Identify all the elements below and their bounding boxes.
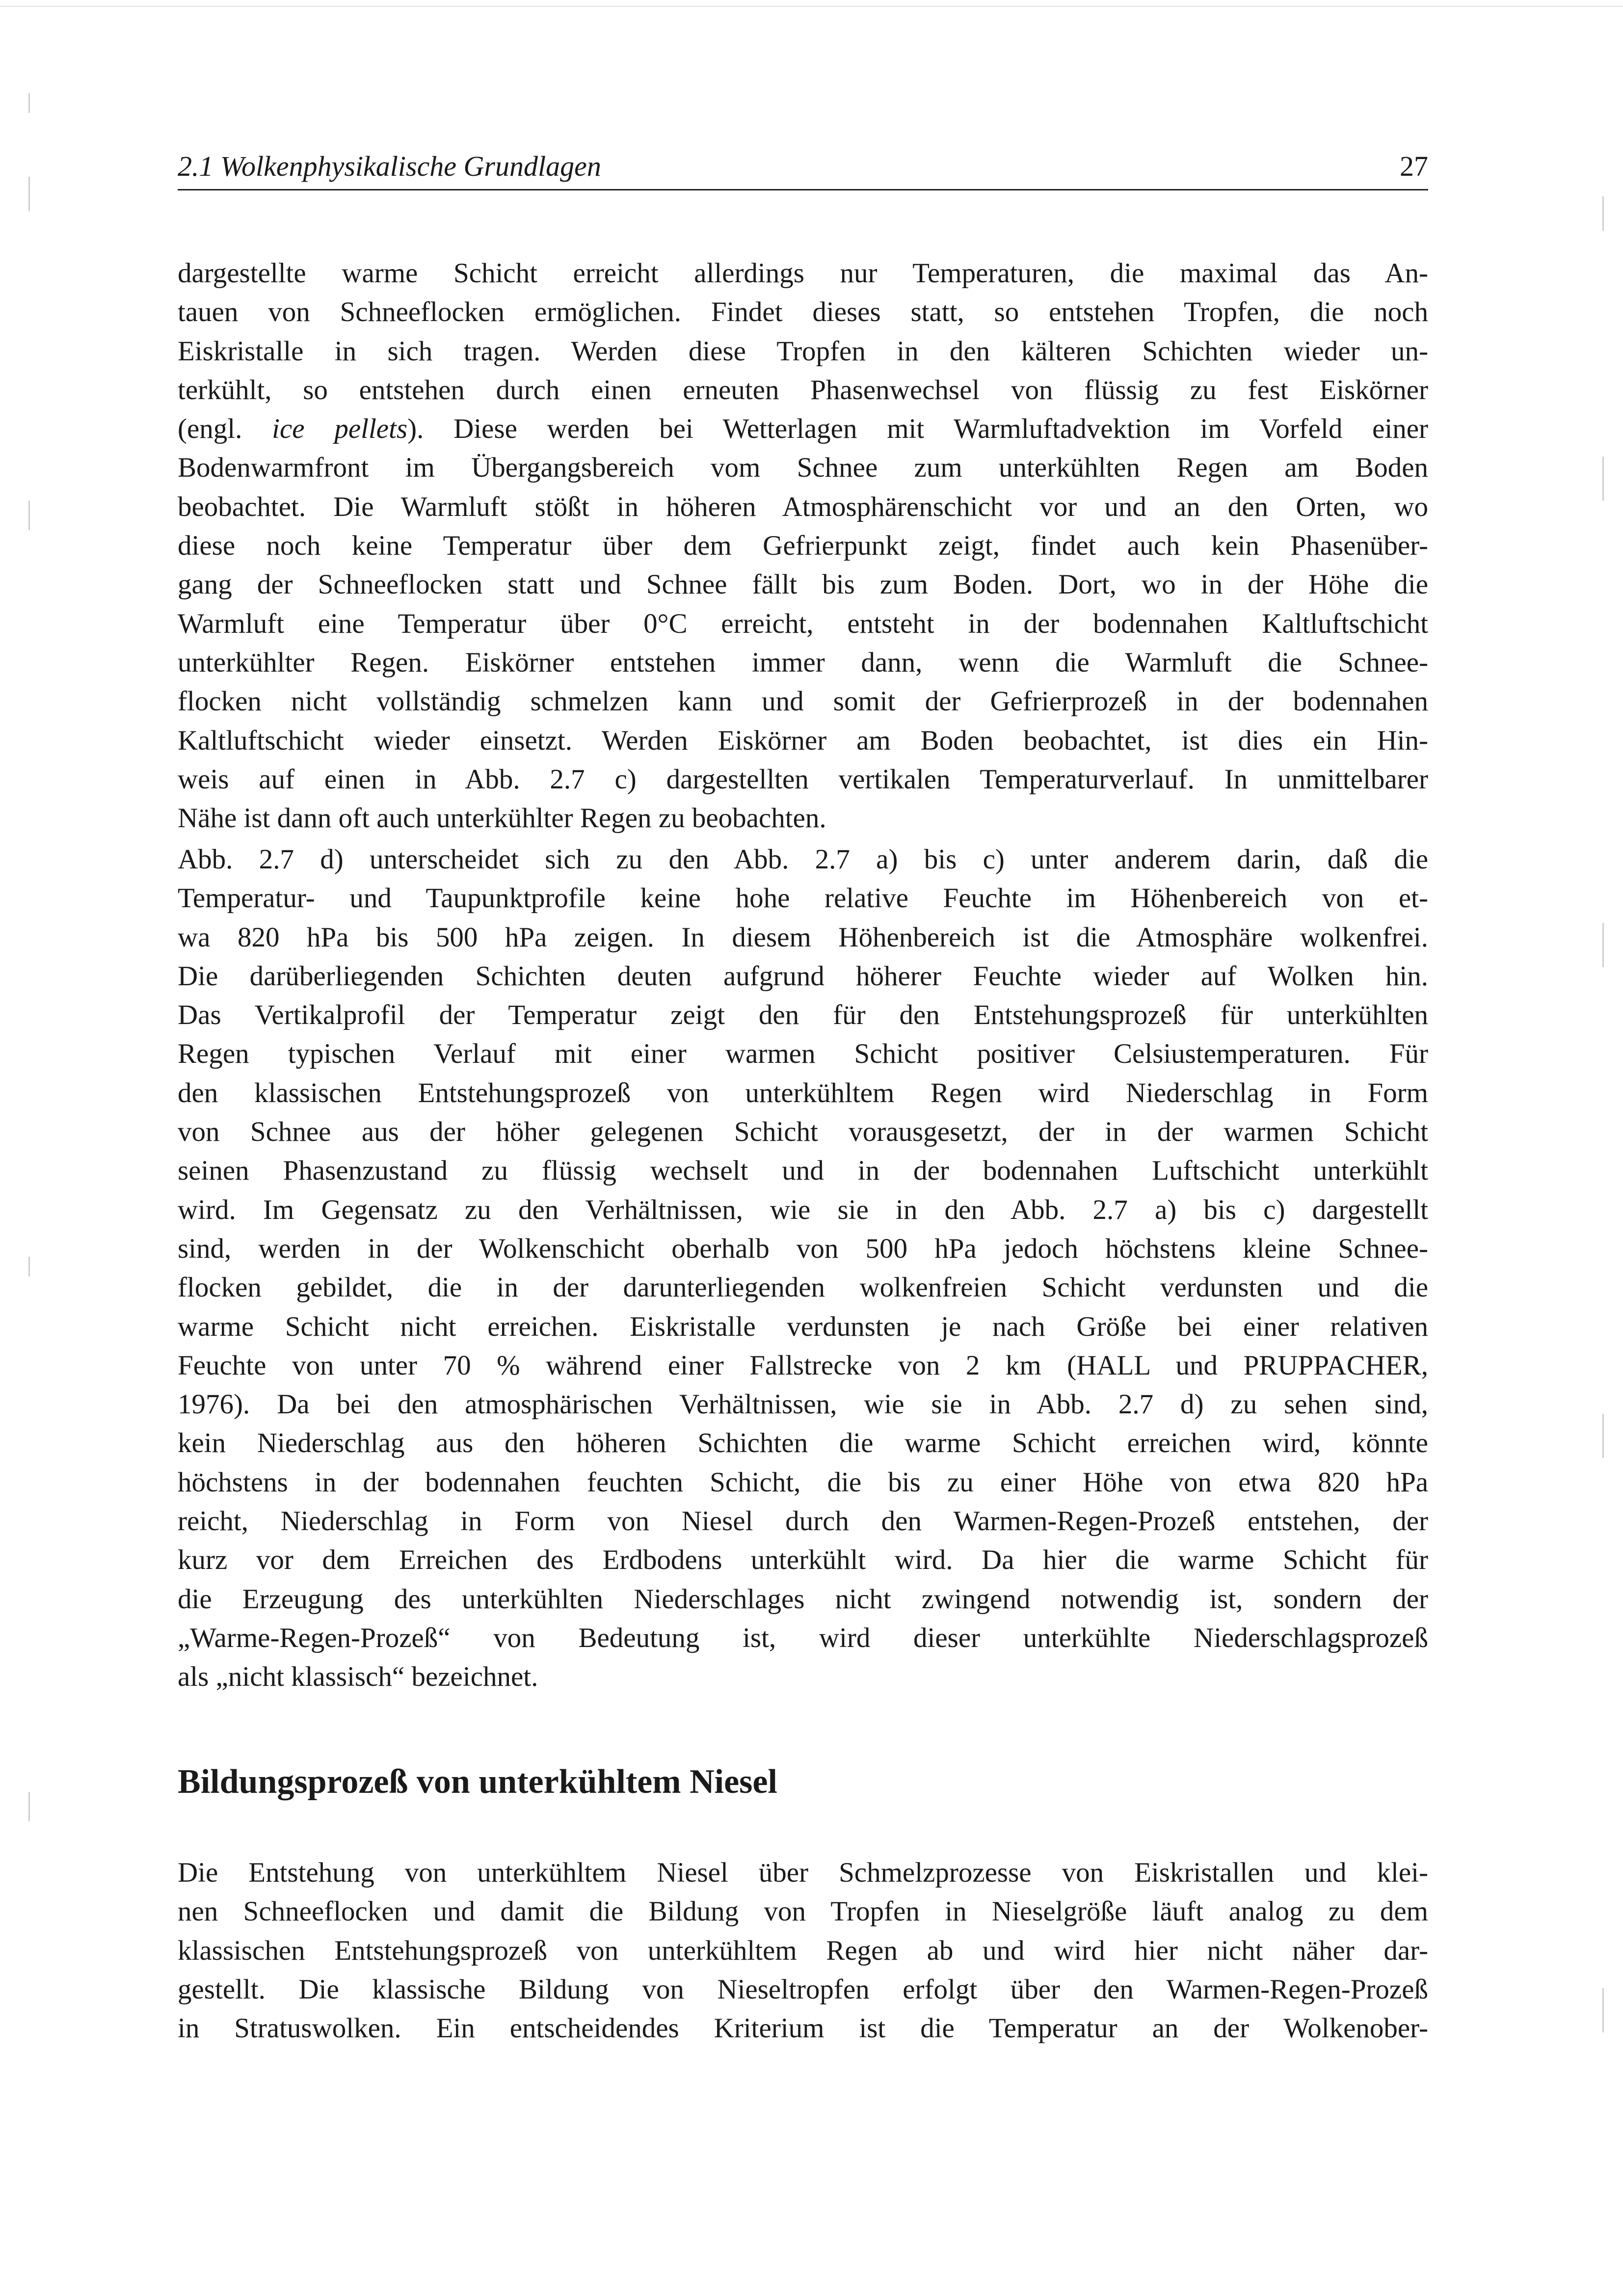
text-line: (engl. ice pellets). Diese werden bei Wetterlagen mit Warmluftadvektion im Vorfeld einer	[178, 413, 1428, 445]
text-line: Feuchte von unter 70 % während einer Fallstrecke von 2 km (HALL und PRUPPACHER,	[178, 1350, 1428, 1381]
text-line: weis auf einen in Abb. 2.7 c) dargestellten vertikalen Temperaturverlauf. In unmittelbarer	[178, 763, 1428, 795]
scan-mark	[1602, 1988, 1604, 2032]
text-line: diese noch keine Temperatur über dem Gefrierpunkt zeigt, findet auch kein Phasenüber-	[178, 530, 1428, 562]
text-line: von Schnee aus der höher gelegenen Schicht vorausgesetzt, der in der warmen Schicht	[178, 1116, 1428, 1148]
scan-mark	[1602, 923, 1604, 967]
text-line: beobachtet. Die Warmluft stößt in höheren Atmosphärenschicht vor und an den Orten, wo	[178, 491, 1428, 522]
running-title: 2.1 Wolkenphysikalische Grundlagen	[178, 150, 601, 182]
text-line: reicht, Niederschlag in Form von Niesel durch den Warmen-Regen-Prozeß entstehen, der	[178, 1506, 1428, 1537]
scan-mark	[28, 93, 30, 113]
text-line: gang der Schneeflocken statt und Schnee fällt bis zum Boden. Dort, wo in der Höhe die	[178, 569, 1428, 600]
scan-mark	[1602, 196, 1604, 231]
section-heading: Bildungsprozeß von unterkühltem Niesel	[178, 1763, 777, 1801]
text-line: Eiskristalle in sich tragen. Werden diese Tropfen in den kälteren Schichten wieder un-	[178, 335, 1428, 367]
scan-mark	[28, 501, 30, 530]
text-line: als „nicht klassisch“ bezeichnet.	[178, 1661, 538, 1693]
text-line: „Warme-Regen-Prozeß“ von Bedeutung ist, wird dieser unterkühlte Niederschlagsprozeß	[178, 1622, 1428, 1653]
text-line: gestellt. Die klassische Bildung von Nieseltropfen erfolgt über den Warmen-Regen-Prozeß	[178, 1973, 1428, 2005]
text-line: klassischen Entstehungsprozeß von unterkühltem Regen ab und wird hier nicht näher dar-	[178, 1935, 1428, 1966]
foreign-term: ice pellets	[272, 413, 408, 445]
paragraph-3	[178, 1853, 1428, 2048]
text-line: Warmluft eine Temperatur über 0°C erreicht, entsteht in der bodennahen Kaltluftschicht	[178, 608, 1428, 639]
text-line: unterkühlter Regen. Eiskörner entstehen immer dann, wenn die Warmluft die Schnee-	[178, 647, 1428, 678]
text-line: Die darüberliegenden Schichten deuten aufgrund höherer Feuchte wieder auf Wolken hin.	[178, 960, 1428, 992]
text-line: kein Niederschlag aus den höheren Schichten die warme Schicht erreichen wird, könnte	[178, 1428, 1428, 1459]
paragraph-2	[178, 840, 1428, 1697]
text-line: kurz vor dem Erreichen des Erdbodens unterkühlt wird. Da hier die warme Schicht für	[178, 1544, 1428, 1576]
text-line: höchstens in der bodennahen feuchten Schicht, die bis zu einer Höhe von etwa 820 hPa	[178, 1466, 1428, 1498]
text-line: wird. Im Gegensatz zu den Verhältnissen, wie sie in den Abb. 2.7 a) bis c) dargestellt	[178, 1194, 1428, 1225]
text-line: flocken nicht vollständig schmelzen kann und somit der Gefrierprozeß in der bodennahen	[178, 686, 1428, 717]
text-line: Temperatur- und Taupunktprofile keine hohe relative Feuchte im Höhenbereich von et-	[178, 883, 1428, 914]
text-line: Abb. 2.7 d) unterscheidet sich zu den Abb. 2.7 a) bis c) unter anderem darin, daß die	[178, 844, 1428, 875]
text-line: Das Vertikalprofil der Temperatur zeigt den für den Entstehungsprozeß für unterkühlten	[178, 999, 1428, 1031]
scan-mark	[28, 177, 30, 211]
paragraph-1	[178, 254, 1428, 837]
text-line: terkühlt, so entstehen durch einen erneuten Phasenwechsel von flüssig zu fest Eiskörner	[178, 374, 1428, 405]
text-line: Bodenwarmfront im Übergangsbereich vom Schnee zum unterkühlten Regen am Boden	[178, 452, 1428, 484]
text-line: wa 820 hPa bis 500 hPa zeigen. In diesem Höhenbereich ist die Atmosphäre wolkenfrei.	[178, 921, 1428, 953]
text-line: nen Schneeflocken und damit die Bildung von Tropfen in Nieselgröße läuft analog zu dem	[178, 1896, 1428, 1927]
scan-mark	[1602, 1414, 1604, 1458]
page-header	[178, 150, 1428, 190]
text-line: 1976). Da bei den atmosphärischen Verhältnissen, wie sie in Abb. 2.7 d) zu sehen sind,	[178, 1389, 1428, 1420]
scan-mark	[28, 1792, 30, 1821]
page-number: 27	[1400, 150, 1428, 182]
text-line: Die Entstehung von unterkühltem Niesel über Schmelzprozesse von Eiskristallen und klei-	[178, 1857, 1428, 1888]
text-line: sind, werden in der Wolkenschicht oberhalb von 500 hPa jedoch höchstens kleine Schnee-	[178, 1233, 1428, 1264]
scan-edge-line	[0, 6, 1623, 7]
text-line: Kaltluftschicht wieder einsetzt. Werden Eiskörner am Boden beobachtet, ist dies ein Hin-	[178, 725, 1428, 756]
text-line: in Stratuswolken. Ein entscheidendes Kriterium ist die Temperatur an der Wolkenober-	[178, 2013, 1428, 2044]
text-line: tauen von Schneeflocken ermöglichen. Findet dieses statt, so entstehen Tropfen, die noch	[178, 297, 1428, 328]
text-line: Nähe ist dann oft auch unterkühlter Regen zu beobachten.	[178, 803, 826, 834]
text-line: die Erzeugung des unterkühlten Niederschlages nicht zwingend notwendig ist, sondern der	[178, 1583, 1428, 1615]
text-line: den klassischen Entstehungsprozeß von unterkühltem Regen wird Niederschlag in Form	[178, 1077, 1428, 1108]
text-line: flocken gebildet, die in der darunterliegenden wolkenfreien Schicht verdunsten und die	[178, 1272, 1428, 1303]
text-line: seinen Phasenzustand zu flüssig wechselt und in der bodennahen Luftschicht unterkühlt	[178, 1155, 1428, 1187]
text-line: Regen typischen Verlauf mit einer warmen Schicht positiver Celsiustemperaturen. Für	[178, 1038, 1428, 1070]
scan-mark	[28, 1257, 30, 1276]
text-line: warme Schicht nicht erreichen. Eiskristalle verdunsten je nach Größe bei einer relativen	[178, 1311, 1428, 1342]
scan-mark	[1602, 457, 1604, 501]
text-line: dargestellte warme Schicht erreicht allerdings nur Temperaturen, die maximal das An-	[178, 258, 1428, 289]
